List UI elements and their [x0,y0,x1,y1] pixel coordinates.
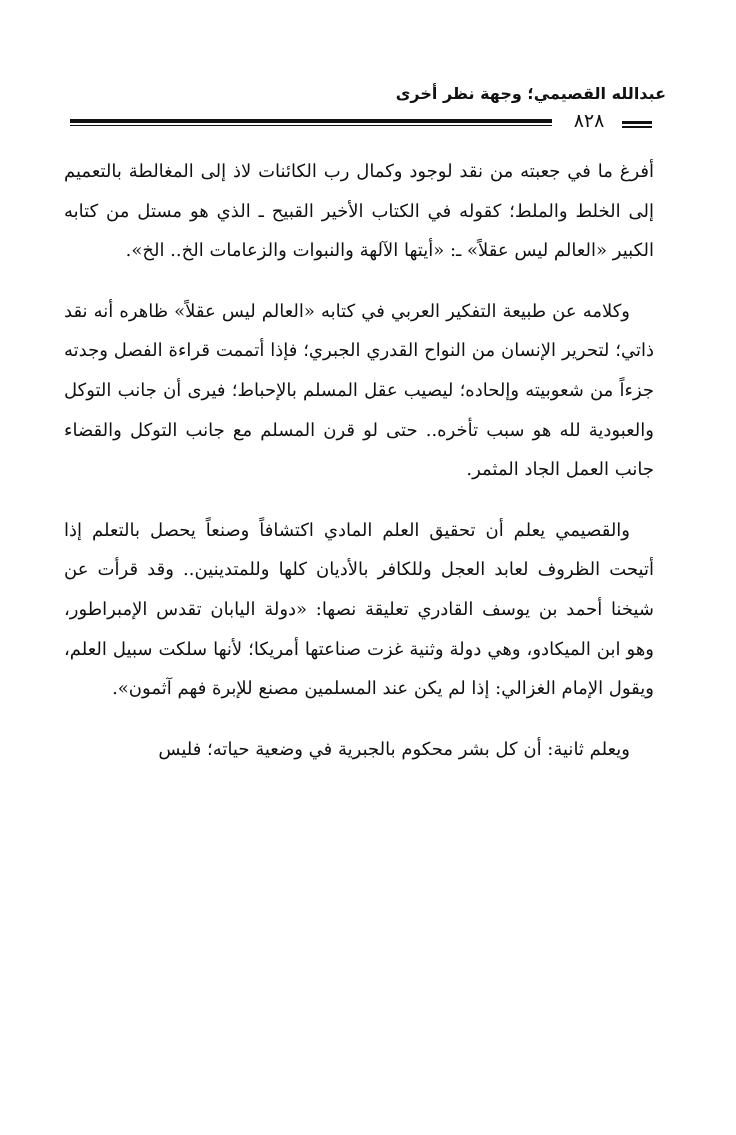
header-rule-thin [70,125,552,126]
body-text [64,152,654,790]
paragraph: ويعلم ثانية: أن كل بشر محكوم بالجبرية في وضعية حياته؛ فليس [158,738,630,760]
paragraph: وكلامه عن طبيعة التفكير العربي في كتابه «العالم ليس عقلاً» ظاهره أنه نقد ذاتي؛ لتحرير الإنسان من النواح القدري الجبري؛ فإذا أتممت قراءة الفصل وجدته جزءاً من شعوبيته وإلحاده؛ ليصيب عقل المسلم بالإحباط؛ فيرى أن جانب التوكل والعبودية لله هو سبب تأخره.. حتى لو قرن المسلم مع جانب التوكل والقضاء جانب العمل الجاد المثمر. [64,300,654,481]
header-rule-thick [70,119,552,123]
page-number-rule-lower [622,126,652,128]
paragraph: والقصيمي يعلم أن تحقيق العلم المادي اكتشافاً وصنعاً يحصل بالتعلم إذا أتيحت الظروف لعابد العجل وللكافر بالأديان كلها وللمتدينين.. وقد قرأت عن شيخنا أحمد بن يوسف القادري تعليقة نصها: «دولة اليابان تقدس الإمبراطور، وهو ابن الميكادو، وهي دولة وثنية غزت صناعتها أمريكا؛ لأنها سلكت سبيل العلم، ويقول الإمام الغزالي: إذا لم يكن عند المسلمين مصنع للإبرة فهم آثمون». [64,519,654,700]
paragraph: أفرغ ما في جعبته من نقد لوجود وكمال رب الكائنات لاذ إلى المغالطة بالتعميم إلى الخلط والملط؛ كقوله في الكتاب الأخير القبيح ـ الذي هو مستل من كتابه الكبير «العالم ليس عقلاً» ـ: «أيتها الآلهة والنبوات والزعامات الخ.. الخ». [64,161,654,262]
running-header-title: عبدالله القصيمي؛ وجهة نظر أخرى [395,84,666,103]
page-number-rule [622,121,652,124]
page-number: ٨٢٨ [573,110,605,132]
